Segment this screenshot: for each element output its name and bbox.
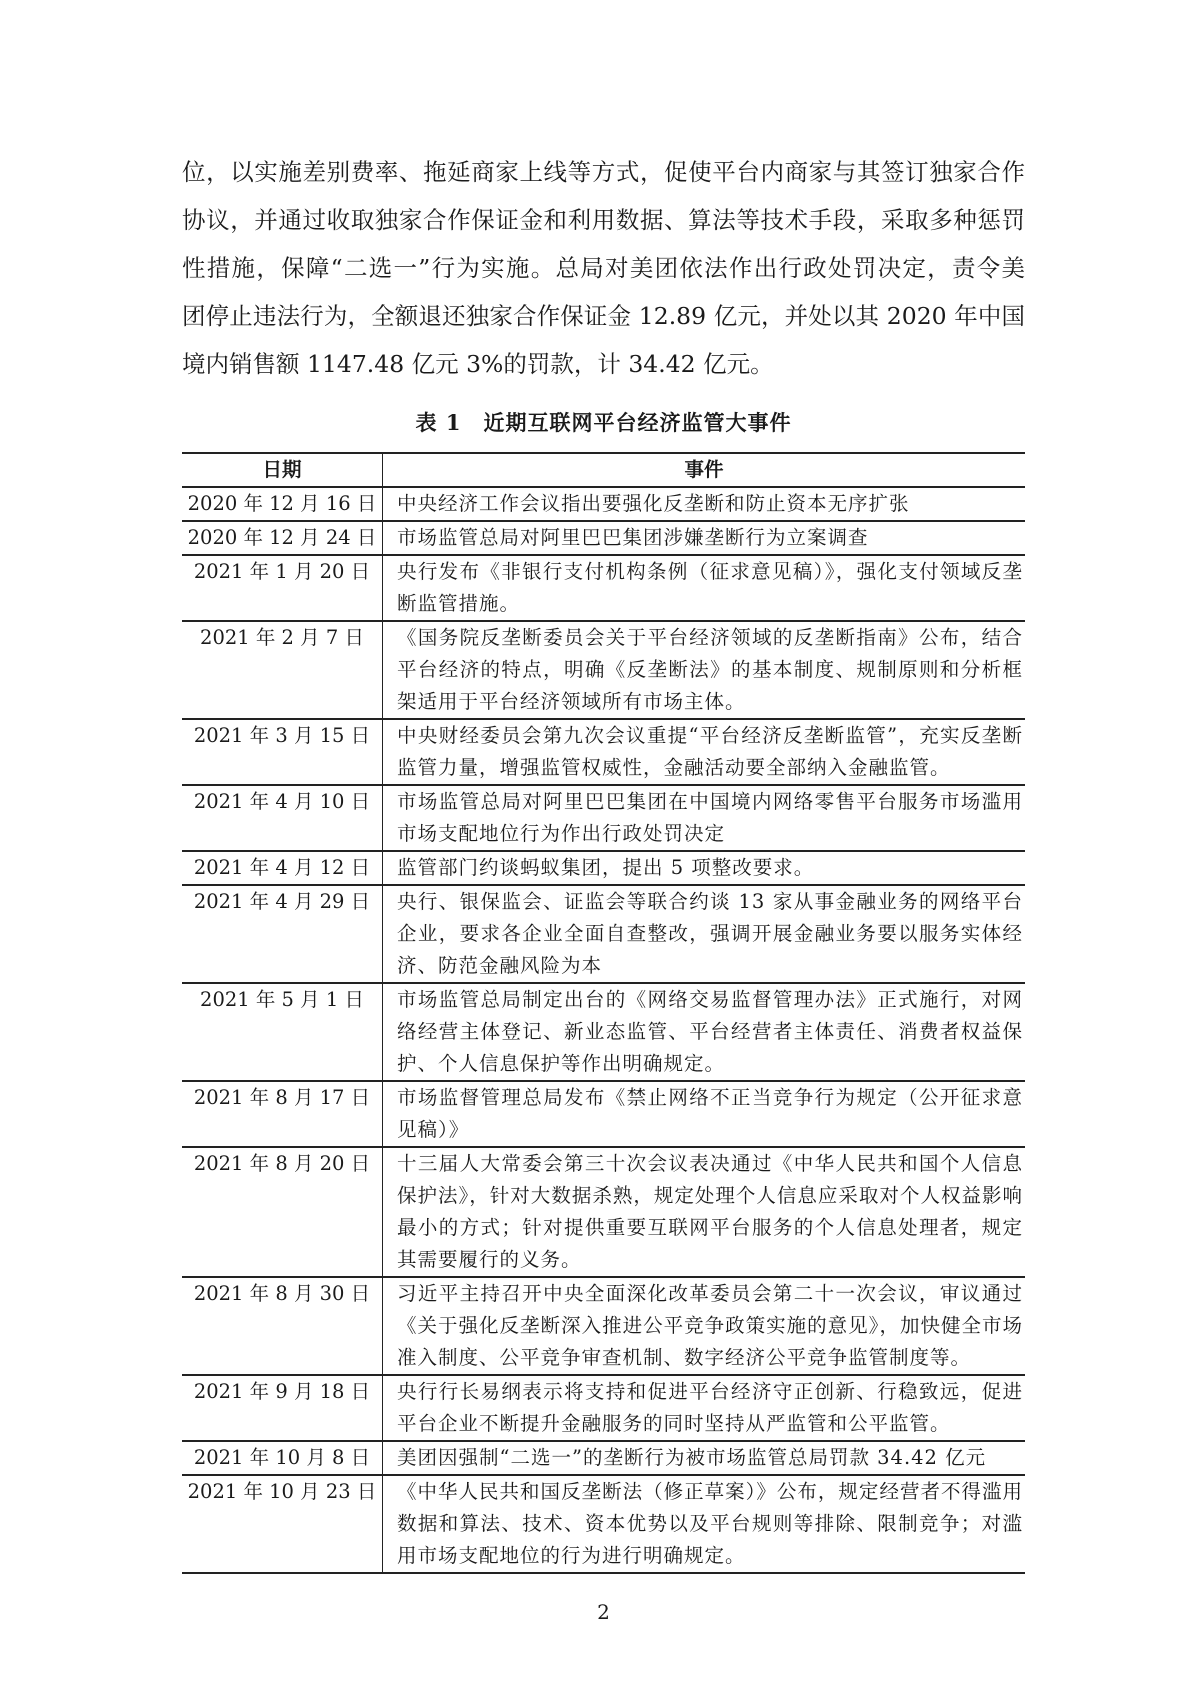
row-date: 2021 年 4 月 29 日 [182, 885, 383, 983]
table-row [182, 785, 1025, 851]
page-number: 2 [597, 1600, 610, 1624]
row-event: 美团因强制“二选一”的垄断行为被市场监管总局罚款 34.42 亿元 [383, 1441, 1026, 1475]
table-row [182, 521, 1025, 555]
row-date: 2020 年 12 月 16 日 [182, 487, 383, 521]
paragraph-line: 性措施，保障“二选一”行为实施。总局对美团依法作出行政处罚决定，责令美 [182, 254, 1025, 282]
table-row [182, 851, 1025, 885]
row-event: 市场监管总局对阿里巴巴集团在中国境内网络零售平台服务市场滥用市场支配地位行为作出行政处罚决定 [383, 785, 1026, 851]
row-event: 监管部门约谈蚂蚁集团，提出 5 项整改要求。 [383, 851, 1026, 885]
page-content [182, 0, 1025, 1666]
table-row [182, 1475, 1025, 1573]
body-paragraph [182, 148, 1025, 388]
row-date: 2021 年 8 月 20 日 [182, 1147, 383, 1277]
row-event: 中央经济工作会议指出要强化反垄断和防止资本无序扩张 [383, 487, 1026, 521]
row-event: 市场监督管理总局发布《禁止网络不正当竞争行为规定（公开征求意见稿）》 [383, 1081, 1026, 1147]
row-date: 2021 年 4 月 12 日 [182, 851, 383, 885]
header-date: 日期 [182, 453, 383, 487]
table-row [182, 1441, 1025, 1475]
row-date: 2021 年 2 月 7 日 [182, 621, 383, 719]
table-row [182, 1081, 1025, 1147]
row-date: 2021 年 1 月 20 日 [182, 555, 383, 621]
table-row [182, 621, 1025, 719]
table-row [182, 719, 1025, 785]
header-event: 事件 [383, 453, 1026, 487]
row-date: 2021 年 8 月 30 日 [182, 1277, 383, 1375]
row-date: 2021 年 8 月 17 日 [182, 1081, 383, 1147]
row-date: 2020 年 12 月 24 日 [182, 521, 383, 555]
row-event: 中央财经委员会第九次会议重提“平台经济反垄断监管”，充实反垄断监管力量，增强监管权威性，金融活动要全部纳入金融监管。 [383, 719, 1026, 785]
row-event: 市场监管总局制定出台的《网络交易监督管理办法》正式施行，对网络经营主体登记、新业态监管、平台经营者主体责任、消费者权益保护、个人信息保护等作出明确规定。 [383, 983, 1026, 1081]
paragraph-line: 协议，并通过收取独家合作保证金和利用数据、算法等技术手段，采取多种惩罚 [182, 206, 1025, 234]
table-row [182, 487, 1025, 521]
paragraph-line: 境内销售额 1147.48 亿元 3%的罚款，计 34.42 亿元。 [182, 350, 774, 378]
table-row [182, 1147, 1025, 1277]
row-date: 2021 年 10 月 23 日 [182, 1475, 383, 1573]
row-date: 2021 年 4 月 10 日 [182, 785, 383, 851]
paragraph-line: 团停止违法行为，全额退还独家合作保证金 12.89 亿元，并处以其 2020 年中国 [182, 302, 1025, 330]
row-event: 习近平主持召开中央全面深化改革委员会第二十一次会议，审议通过《关于强化反垄断深入推进公平竞争政策实施的意见》，加快健全市场准入制度、公平竞争审查机制、数字经济公平竞争监管制度等。 [383, 1277, 1026, 1375]
table-caption: 表 1 近期互联网平台经济监管大事件 [415, 410, 792, 435]
row-event: 市场监管总局对阿里巴巴集团涉嫌垄断行为立案调查 [383, 521, 1026, 555]
row-date: 2021 年 3 月 15 日 [182, 719, 383, 785]
row-date: 2021 年 9 月 18 日 [182, 1375, 383, 1441]
row-event: 央行、银保监会、证监会等联合约谈 13 家从事金融业务的网络平台企业，要求各企业全面自查整改，强调开展金融业务要以服务实体经济、防范金融风险为本 [383, 885, 1026, 983]
table-row [182, 983, 1025, 1081]
row-event: 《中华人民共和国反垄断法（修正草案）》公布，规定经营者不得滥用数据和算法、技术、资本优势以及平台规则等排除、限制竞争；对滥用市场支配地位的行为进行明确规定。 [383, 1475, 1026, 1573]
table-row [182, 885, 1025, 983]
table-row [182, 555, 1025, 621]
row-event: 十三届人大常委会第三十次会议表决通过《中华人民共和国个人信息保护法》，针对大数据杀熟，规定处理个人信息应采取对个人权益影响最小的方式；针对提供重要互联网平台服务的个人信息处理者，规定其需要履行的义务。 [383, 1147, 1026, 1277]
table-body [182, 487, 1025, 1573]
row-event: 《国务院反垄断委员会关于平台经济领域的反垄断指南》公布，结合平台经济的特点，明确《反垄断法》的基本制度、规制原则和分析框架适用于平台经济领域所有市场主体。 [383, 621, 1026, 719]
events-table [182, 452, 1025, 1574]
row-date: 2021 年 10 月 8 日 [182, 1441, 383, 1475]
table-row [182, 1277, 1025, 1375]
row-event: 央行行长易纲表示将支持和促进平台经济守正创新、行稳致远，促进平台企业不断提升金融服务的同时坚持从严监管和公平监管。 [383, 1375, 1026, 1441]
table-header-row [182, 453, 1025, 487]
row-event: 央行发布《非银行支付机构条例（征求意见稿）》，强化支付领域反垄断监管措施。 [383, 555, 1026, 621]
row-date: 2021 年 5 月 1 日 [182, 983, 383, 1081]
table-row [182, 1375, 1025, 1441]
paragraph-line: 位，以实施差别费率、拖延商家上线等方式，促使平台内商家与其签订独家合作 [182, 158, 1025, 186]
